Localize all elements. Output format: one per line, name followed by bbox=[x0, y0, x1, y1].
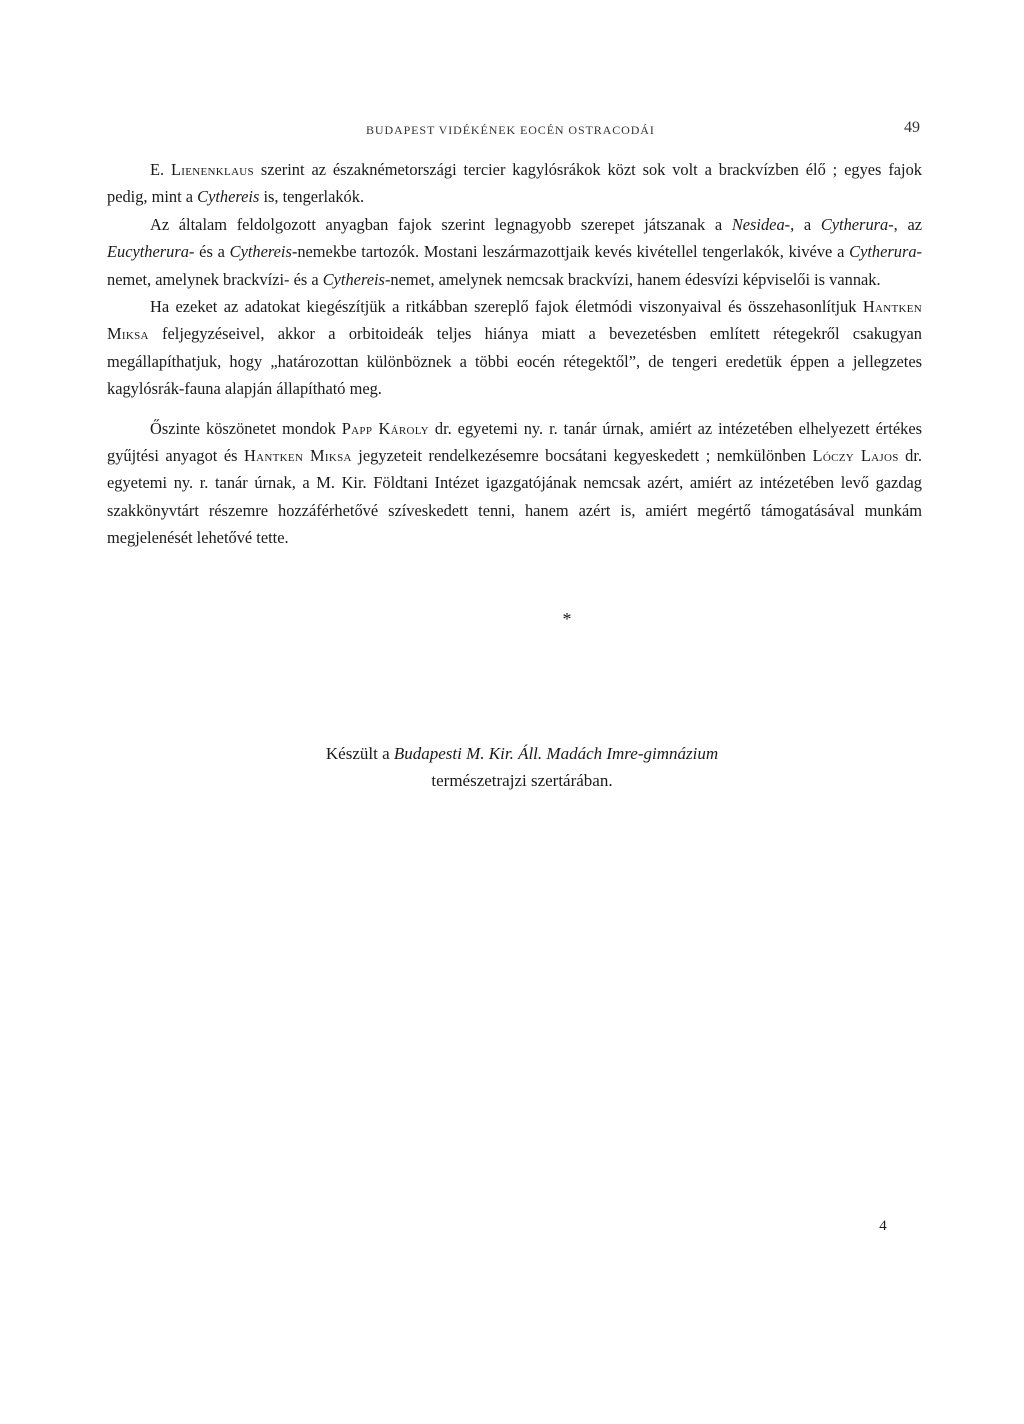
body-text bbox=[107, 156, 922, 552]
p2-t7: -nemet, amelynek nemcsak brackvízi, hanem édesvízi képviselői is vannak. bbox=[384, 269, 881, 289]
colophon-institution: Budapesti M. Kir. Áll. Madách Imre-gimnázium bbox=[393, 744, 719, 763]
section-separator: * bbox=[562, 609, 572, 629]
genus-eucytherura: Eucytherura- bbox=[107, 242, 195, 262]
author-name-papp: Papp Károly bbox=[341, 418, 429, 438]
p1-post: is, tengerlakók. bbox=[259, 187, 365, 207]
colophon-line-2: természetrajzi szertárában. bbox=[431, 771, 613, 790]
genus-cytherura-2: Cytherura bbox=[849, 242, 917, 262]
p2-t5: -nemekbe tartozók. Mostani leszármazottjaik kevés kivétellel tengerlakók, kivéve a bbox=[291, 242, 850, 262]
paragraph-3 bbox=[107, 293, 922, 403]
colophon bbox=[232, 740, 812, 794]
p2-t2: , a bbox=[790, 214, 821, 234]
paragraph-4 bbox=[107, 415, 922, 552]
author-name-hantken-2: Hantken Miksa bbox=[244, 446, 352, 466]
p2-t1: Az általam feldolgozott anyagban fajok szerint legnagyobb szerepet játszanak a bbox=[150, 214, 732, 234]
p3-t1: Ha ezeket az adatokat kiegészítjük a ritkábban szereplő fajok életmódi viszonyaival és összehasonlítjuk bbox=[150, 297, 863, 317]
running-title: BUDAPEST VIDÉKÉNEK EOCÉN OSTRACODÁI bbox=[366, 123, 655, 137]
author-name-hantken: Hantken Miksa bbox=[107, 297, 922, 344]
page-number: 49 bbox=[904, 119, 920, 136]
genus-cythereis-3: Cythereis bbox=[322, 269, 385, 289]
p2-t6: -nemet, amelynek brackvízi- és a bbox=[107, 242, 922, 289]
p2-t4: és a bbox=[194, 242, 230, 262]
colophon-pre: Készült a bbox=[325, 744, 394, 763]
p4-t3: jegyzeteit rendelkezésemre bocsátani kegyeskedett ; nemkülönben bbox=[351, 446, 813, 466]
genus-cytherura: Cytherura- bbox=[820, 214, 894, 234]
p1-pre: E. bbox=[150, 160, 171, 179]
sheet-number: 4 bbox=[879, 1218, 887, 1234]
p1-text: szerint az északnémetországi tercier kagylósrákok közt sok volt a brackvízben élő ; egyes fajok pedig, mint a bbox=[107, 160, 922, 207]
p2-t3: , az bbox=[893, 214, 922, 234]
paragraph-2 bbox=[107, 211, 922, 293]
genus-cythereis: Cythereis bbox=[197, 187, 260, 207]
paragraph-1 bbox=[107, 156, 922, 211]
p4-t4: dr. egyetemi ny. r. tanár úrnak, a M. Kir. Földtani Intézet igazgatójának nemcsak azért, amiért az intézetében levő gazdag szakkönyvtárt részemre hozzáférhetővé szíveskedett tenni, hanem azért is, amiért megértő támogatásával munkám megjelenését lehetővé tette. bbox=[107, 446, 923, 548]
genus-nesidea: Nesidea- bbox=[731, 214, 791, 234]
p4-t1: Őszinte köszönetet mondok bbox=[150, 418, 342, 438]
author-name-loczy: Lóczy Lajos bbox=[812, 446, 899, 466]
genus-cythereis-2: Cythereis bbox=[229, 242, 292, 262]
p4-t2: dr. egyetemi ny. r. tanár úrnak, amiért az intézetében elhelyezett értékes gyűjtési anyagot és bbox=[107, 418, 922, 466]
running-header bbox=[366, 119, 922, 143]
author-name-lienenklaus: Lienenklaus bbox=[171, 160, 254, 179]
p3-t2: feljegyzéseivel, akkor a orbitoideák teljes hiánya miatt a bevezetésben említett rétegekről csakugyan megállapíthatjuk, hogy „határozottan különböznek a többi eocén rétegektől”, de tengeri eredetük éppen a jellegzetes kagylósrák-fauna alapján állapítható meg. bbox=[107, 324, 922, 399]
